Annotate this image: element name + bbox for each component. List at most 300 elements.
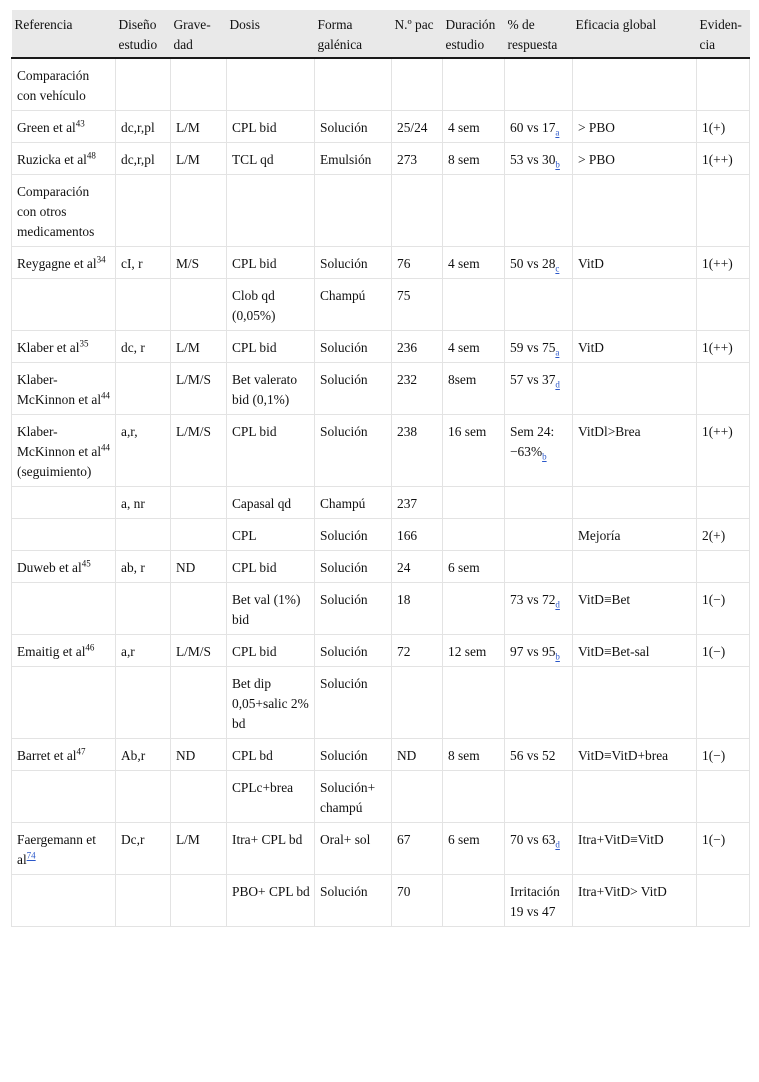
forma-text: Solución — [320, 424, 368, 439]
cell-forma — [315, 175, 392, 247]
npac-text: 273 — [397, 152, 418, 167]
evid-text: 1(++) — [702, 152, 733, 167]
cell-dosis — [227, 363, 315, 415]
dosis-text: Bet val (1%) bid — [232, 592, 301, 627]
ref-text: Emaitig et al — [17, 644, 86, 659]
table-row — [12, 635, 750, 667]
cell-dis — [116, 667, 171, 739]
cell-resp — [505, 519, 573, 551]
resp-text: 50 vs 28 — [510, 256, 556, 271]
column-header-dosis: Dosis — [227, 10, 315, 58]
forma-text: Oral+ sol — [320, 832, 371, 847]
cell-dosis — [227, 635, 315, 667]
cell-resp — [505, 111, 573, 143]
forma-text: Solución — [320, 592, 368, 607]
cell-dosis — [227, 739, 315, 771]
cell-ref — [12, 247, 116, 279]
dosis-text: Bet valerato bid (0,1%) — [232, 372, 298, 407]
column-header-dur: Duración estudio — [443, 10, 505, 58]
cell-dis — [116, 823, 171, 875]
dosis-text: CPL bid — [232, 560, 277, 575]
cell-npac — [392, 363, 443, 415]
cell-efic — [573, 771, 697, 823]
efic-text: Itra+VitD> VitD — [578, 884, 667, 899]
cell-dur — [443, 823, 505, 875]
cell-evid — [697, 279, 750, 331]
evid-text: 2(+) — [702, 528, 726, 543]
cell-dis — [116, 875, 171, 927]
cell-dis — [116, 279, 171, 331]
column-header-resp: % de respuesta — [505, 10, 573, 58]
cell-grav — [171, 823, 227, 875]
dosis-text: CPL bid — [232, 424, 277, 439]
cell-evid — [697, 823, 750, 875]
cell-dur — [443, 415, 505, 487]
evid-text: 1(−) — [702, 832, 726, 847]
cell-grav — [171, 771, 227, 823]
cell-efic — [573, 487, 697, 519]
resp-text: 59 vs 75 — [510, 340, 556, 355]
dur-text: 6 sem — [448, 560, 480, 575]
cell-dosis — [227, 519, 315, 551]
cell-resp — [505, 487, 573, 519]
cell-npac — [392, 823, 443, 875]
cell-efic — [573, 667, 697, 739]
dis-text: Dc,r — [121, 832, 145, 847]
reference-number: 45 — [81, 558, 91, 569]
cell-dur — [443, 247, 505, 279]
dur-text: 8 sem — [448, 152, 480, 167]
footnote-link[interactable]: b — [555, 651, 560, 662]
cell-evid — [697, 331, 750, 363]
column-header-grav: Grave-dad — [171, 10, 227, 58]
cell-dur — [443, 771, 505, 823]
dis-text: dc,r,pl — [121, 120, 155, 135]
cell-efic — [573, 583, 697, 635]
cell-efic — [573, 58, 697, 111]
table-row — [12, 739, 750, 771]
cell-resp — [505, 635, 573, 667]
cell-efic — [573, 415, 697, 487]
cell-npac — [392, 551, 443, 583]
cell-dis — [116, 771, 171, 823]
dosis-text: Capasal qd — [232, 496, 292, 511]
ref-text: Duweb et al — [17, 560, 82, 575]
cell-dosis — [227, 583, 315, 635]
cell-grav — [171, 487, 227, 519]
cell-npac — [392, 875, 443, 927]
evid-text: 1(+) — [702, 120, 726, 135]
cell-dosis — [227, 823, 315, 875]
efic-text: Mejoría — [578, 528, 621, 543]
reference-number: 48 — [86, 150, 96, 161]
cell-ref — [12, 635, 116, 667]
forma-text: Champú — [320, 496, 366, 511]
cell-evid — [697, 363, 750, 415]
reference-number: 47 — [76, 746, 86, 757]
cell-dur — [443, 551, 505, 583]
ref-text: Ruzicka et al — [17, 152, 87, 167]
cell-npac — [392, 279, 443, 331]
cell-dur — [443, 175, 505, 247]
resp-text: 60 vs 17 — [510, 120, 556, 135]
cell-grav — [171, 583, 227, 635]
forma-text: Solución — [320, 748, 368, 763]
cell-forma — [315, 363, 392, 415]
efic-text: VitD — [578, 256, 604, 271]
dis-text: Ab,r — [121, 748, 146, 763]
resp-text: 57 vs 37 — [510, 372, 556, 387]
cell-evid — [697, 58, 750, 111]
npac-text: 72 — [397, 644, 411, 659]
ref-text: Faergemann et al — [17, 832, 96, 867]
cell-forma — [315, 739, 392, 771]
cell-dosis — [227, 487, 315, 519]
evid-text: 1(−) — [702, 748, 726, 763]
cell-forma — [315, 583, 392, 635]
section-label: Comparación con vehículo — [17, 68, 90, 103]
reference-number[interactable] — [27, 851, 36, 861]
grav-text: M/S — [176, 256, 200, 271]
cell-dur — [443, 331, 505, 363]
footnote-link[interactable]: d — [555, 379, 560, 390]
cell-dur — [443, 739, 505, 771]
cell-efic — [573, 519, 697, 551]
cell-grav — [171, 739, 227, 771]
table-row — [12, 667, 750, 739]
ref-text: Green et al — [17, 120, 76, 135]
cell-dosis — [227, 111, 315, 143]
dur-text: 4 sem — [448, 256, 480, 271]
reference-number: 34 — [96, 254, 106, 265]
cell-npac — [392, 771, 443, 823]
cell-forma — [315, 331, 392, 363]
cell-evid — [697, 551, 750, 583]
cell-forma — [315, 111, 392, 143]
dur-text: 12 sem — [448, 644, 487, 659]
cell-grav — [171, 635, 227, 667]
efic-text: > PBO — [578, 152, 615, 167]
cell-grav — [171, 279, 227, 331]
npac-text: 70 — [397, 884, 411, 899]
table-row — [12, 487, 750, 519]
cell-dis — [116, 519, 171, 551]
column-header-dis: Diseño estudio — [116, 10, 171, 58]
cell-dis — [116, 331, 171, 363]
cell-dosis — [227, 875, 315, 927]
cell-dosis — [227, 143, 315, 175]
ref-text: Klaber-McKinnon et al — [17, 424, 102, 459]
table-header-row — [12, 10, 750, 58]
cell-forma — [315, 667, 392, 739]
cell-npac — [392, 739, 443, 771]
npac-text: 238 — [397, 424, 418, 439]
cell-npac — [392, 635, 443, 667]
cell-evid — [697, 519, 750, 551]
efic-text: VitD≡VitD+brea — [578, 748, 669, 763]
cell-resp — [505, 583, 573, 635]
cell-evid — [697, 143, 750, 175]
ref-text: Klaber-McKinnon et al — [17, 372, 102, 407]
dosis-text: PBO+ CPL bd — [232, 884, 310, 899]
cell-dur — [443, 487, 505, 519]
table-row — [12, 583, 750, 635]
cell-ref — [12, 583, 116, 635]
cell-dosis — [227, 415, 315, 487]
grav-text: L/M — [176, 832, 200, 847]
cell-forma — [315, 875, 392, 927]
forma-text: Solución — [320, 372, 368, 387]
footnote-link[interactable]: c — [555, 263, 560, 274]
cell-efic — [573, 279, 697, 331]
ref-text: Reygagne et al — [17, 256, 97, 271]
efic-text: VitD — [578, 340, 604, 355]
cell-dis — [116, 247, 171, 279]
cell-dosis — [227, 331, 315, 363]
reference-number: 46 — [85, 642, 95, 653]
table-row — [12, 415, 750, 487]
cell-forma — [315, 823, 392, 875]
cell-evid — [697, 771, 750, 823]
cell-dur — [443, 667, 505, 739]
cell-npac — [392, 667, 443, 739]
forma-text: Solución — [320, 340, 368, 355]
cell-resp — [505, 143, 573, 175]
table-body — [12, 58, 750, 927]
cell-evid — [697, 667, 750, 739]
efic-text: VitDl>Brea — [578, 424, 641, 439]
section-row — [12, 175, 750, 247]
grav-text: L/M — [176, 152, 200, 167]
section-label: Comparación con otros medicamentos — [17, 184, 95, 239]
table-row — [12, 363, 750, 415]
cell-forma — [315, 487, 392, 519]
resp-text: 70 vs 63 — [510, 832, 556, 847]
dosis-text: CPL bid — [232, 340, 277, 355]
dur-text: 8 sem — [448, 748, 480, 763]
cell-dosis — [227, 551, 315, 583]
cell-npac — [392, 331, 443, 363]
cell-ref — [12, 363, 116, 415]
cell-dur — [443, 875, 505, 927]
cell-dis — [116, 58, 171, 111]
ref-suffix-text: (seguimiento) — [17, 464, 92, 479]
table-row — [12, 331, 750, 363]
cell-dur — [443, 143, 505, 175]
footnote-link[interactable]: a — [555, 127, 560, 138]
cell-dosis — [227, 175, 315, 247]
cell-ref — [12, 415, 116, 487]
npac-text: 166 — [397, 528, 418, 543]
cell-npac — [392, 519, 443, 551]
resp-text: 56 vs 52 — [510, 748, 556, 763]
footnote-link[interactable]: b — [542, 451, 547, 462]
cell-resp — [505, 58, 573, 111]
cell-efic — [573, 247, 697, 279]
efic-text: > PBO — [578, 120, 615, 135]
forma-text: Solución — [320, 644, 368, 659]
footnote-link[interactable]: d — [555, 599, 560, 610]
cell-ref — [12, 875, 116, 927]
npac-text: 24 — [397, 560, 411, 575]
forma-text: Champú — [320, 288, 366, 303]
cell-grav — [171, 363, 227, 415]
cell-dosis — [227, 667, 315, 739]
cell-ref — [12, 111, 116, 143]
cell-dis — [116, 583, 171, 635]
cell-efic — [573, 363, 697, 415]
cell-dis — [116, 363, 171, 415]
dosis-text: TCL qd — [232, 152, 274, 167]
cell-forma — [315, 415, 392, 487]
cell-grav — [171, 58, 227, 111]
cell-dis — [116, 143, 171, 175]
cell-dur — [443, 279, 505, 331]
cell-efic — [573, 143, 697, 175]
grav-text: L/M — [176, 120, 200, 135]
reference-link[interactable]: 74 — [26, 850, 36, 861]
cell-forma — [315, 143, 392, 175]
cell-dis — [116, 111, 171, 143]
grav-text: L/M — [176, 340, 200, 355]
evid-text: 1(−) — [702, 644, 726, 659]
forma-text: Solución — [320, 120, 368, 135]
cell-npac — [392, 111, 443, 143]
cell-dis — [116, 487, 171, 519]
cell-resp — [505, 363, 573, 415]
cell-grav — [171, 111, 227, 143]
dur-text: 8sem — [448, 372, 477, 387]
npac-text: 237 — [397, 496, 418, 511]
resp-text: 97 vs 95 — [510, 644, 556, 659]
footnote-link[interactable]: b — [555, 159, 560, 170]
dur-text: 16 sem — [448, 424, 487, 439]
dis-text: ab, r — [121, 560, 145, 575]
cell-forma — [315, 519, 392, 551]
cell-ref — [12, 175, 116, 247]
cell-efic — [573, 175, 697, 247]
dosis-text: CPL bd — [232, 748, 273, 763]
npac-text: 18 — [397, 592, 411, 607]
npac-text: 76 — [397, 256, 411, 271]
cell-resp — [505, 415, 573, 487]
reference-number: 44 — [101, 390, 111, 401]
cell-dur — [443, 635, 505, 667]
dosis-text: CPL bid — [232, 644, 277, 659]
dosis-text: CPL — [232, 528, 257, 543]
cell-ref — [12, 279, 116, 331]
resp-text: 53 vs 30 — [510, 152, 556, 167]
forma-text: Solución — [320, 256, 368, 271]
cell-evid — [697, 487, 750, 519]
cell-ref — [12, 823, 116, 875]
forma-text: Solución — [320, 884, 368, 899]
npac-text: 236 — [397, 340, 418, 355]
cell-npac — [392, 487, 443, 519]
cell-dosis — [227, 279, 315, 331]
cell-npac — [392, 415, 443, 487]
cell-resp — [505, 247, 573, 279]
dosis-text: CPL bid — [232, 120, 277, 135]
npac-text: 75 — [397, 288, 411, 303]
npac-text: ND — [397, 748, 417, 763]
cell-evid — [697, 247, 750, 279]
resp-text: 73 vs 72 — [510, 592, 556, 607]
dis-text: a, nr — [121, 496, 145, 511]
forma-text: Solución — [320, 676, 368, 691]
efic-text: VitD≡Bet — [578, 592, 631, 607]
dis-text: dc,r,pl — [121, 152, 155, 167]
column-header-npac: N.º pac — [392, 10, 443, 58]
cell-npac — [392, 175, 443, 247]
table-row — [12, 279, 750, 331]
cell-grav — [171, 247, 227, 279]
dur-text: 4 sem — [448, 340, 480, 355]
dis-text: cI, r — [121, 256, 143, 271]
column-header-efic: Eficacia global — [573, 10, 697, 58]
cell-resp — [505, 331, 573, 363]
reference-number: 35 — [79, 338, 89, 349]
cell-forma — [315, 771, 392, 823]
reference-number: 43 — [75, 118, 85, 129]
ref-text: Barret et al — [17, 748, 77, 763]
cell-resp — [505, 875, 573, 927]
efic-text: VitD≡Bet-sal — [578, 644, 650, 659]
evid-text: 1(++) — [702, 256, 733, 271]
cell-dur — [443, 58, 505, 111]
dis-text: a,r — [121, 644, 135, 659]
table-row — [12, 771, 750, 823]
cell-forma — [315, 279, 392, 331]
dosis-text: Itra+ CPL bd — [232, 832, 303, 847]
cell-ref — [12, 331, 116, 363]
cell-dis — [116, 551, 171, 583]
dosis-text: Bet dip 0,05+salic 2% bd — [232, 676, 309, 731]
column-header-forma: Forma galénica — [315, 10, 392, 58]
efic-text: Itra+VitD≡VitD — [578, 832, 664, 847]
forma-text: Emulsión — [320, 152, 372, 167]
footnote-link[interactable]: d — [555, 839, 560, 850]
dis-text: a,r, — [121, 424, 138, 439]
data-table — [11, 10, 750, 927]
cell-ref — [12, 771, 116, 823]
cell-resp — [505, 551, 573, 583]
cell-resp — [505, 279, 573, 331]
cell-resp — [505, 771, 573, 823]
cell-resp — [505, 823, 573, 875]
column-header-evid: Eviden-cia — [697, 10, 750, 58]
cell-npac — [392, 247, 443, 279]
cell-ref — [12, 58, 116, 111]
cell-grav — [171, 551, 227, 583]
cell-resp — [505, 667, 573, 739]
cell-evid — [697, 739, 750, 771]
column-header-ref: Referencia — [12, 10, 116, 58]
npac-text: 232 — [397, 372, 418, 387]
grav-text: ND — [176, 748, 196, 763]
resp-text: Sem 24: −63% — [510, 424, 555, 459]
grav-text: L/M/S — [176, 372, 211, 387]
cell-grav — [171, 519, 227, 551]
cell-ref — [12, 667, 116, 739]
cell-resp — [505, 739, 573, 771]
cell-ref — [12, 551, 116, 583]
footnote-link[interactable]: a — [555, 347, 560, 358]
cell-npac — [392, 58, 443, 111]
cell-dis — [116, 635, 171, 667]
cell-ref — [12, 143, 116, 175]
cell-dosis — [227, 58, 315, 111]
